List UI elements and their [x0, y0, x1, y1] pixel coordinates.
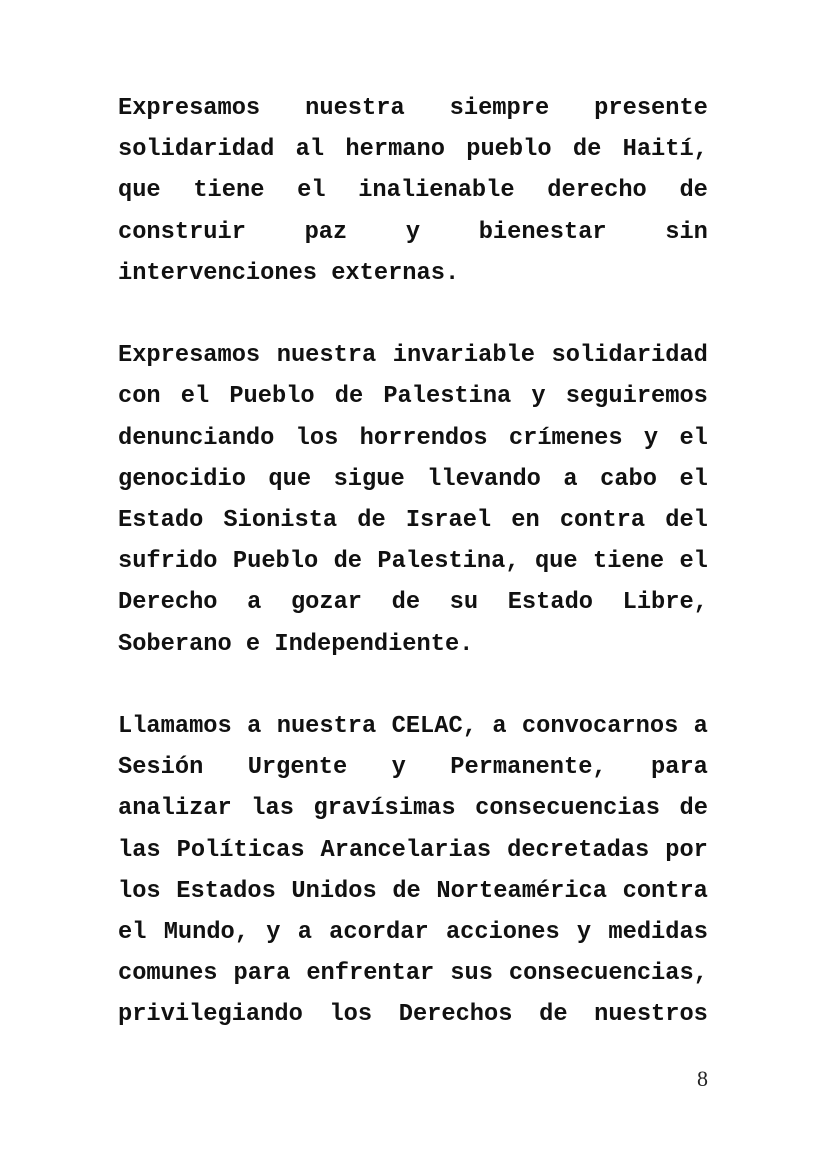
paragraph-palestine-solidarity: Expresamos nuestra invariable solidaridad con el Pueblo de Palestina y seguiremos denunciando los horrendos crímenes y el genocidio que sigue llevando a cabo el Estado Sionista de Israel en contra del sufrido Pueblo de Palestina, que tiene el Derecho a gozar de su Estado Libre, Soberano e Independiente.: [118, 342, 708, 658]
body-text: [118, 88, 708, 1036]
page-number: 8: [697, 1066, 708, 1091]
paragraph-haiti-solidarity: Expresamos nuestra siempre presente solidaridad al hermano pueblo de Haití, que tiene el inalienable derecho de construir paz y bienestar sin intervenciones externas.: [118, 95, 708, 287]
paragraph-celac-call: Llamamos a nuestra CELAC, a convocarnos a Sesión Urgente y Permanente, para analizar las gravísimas consecuencias de las Políticas Arancelarias decretadas por los Estados Unidos de Norteamérica contra el Mundo, y a acordar acciones y medidas comunes para enfrentar sus consecuencias, privilegiando los Derechos de nuestros: [118, 713, 708, 1029]
